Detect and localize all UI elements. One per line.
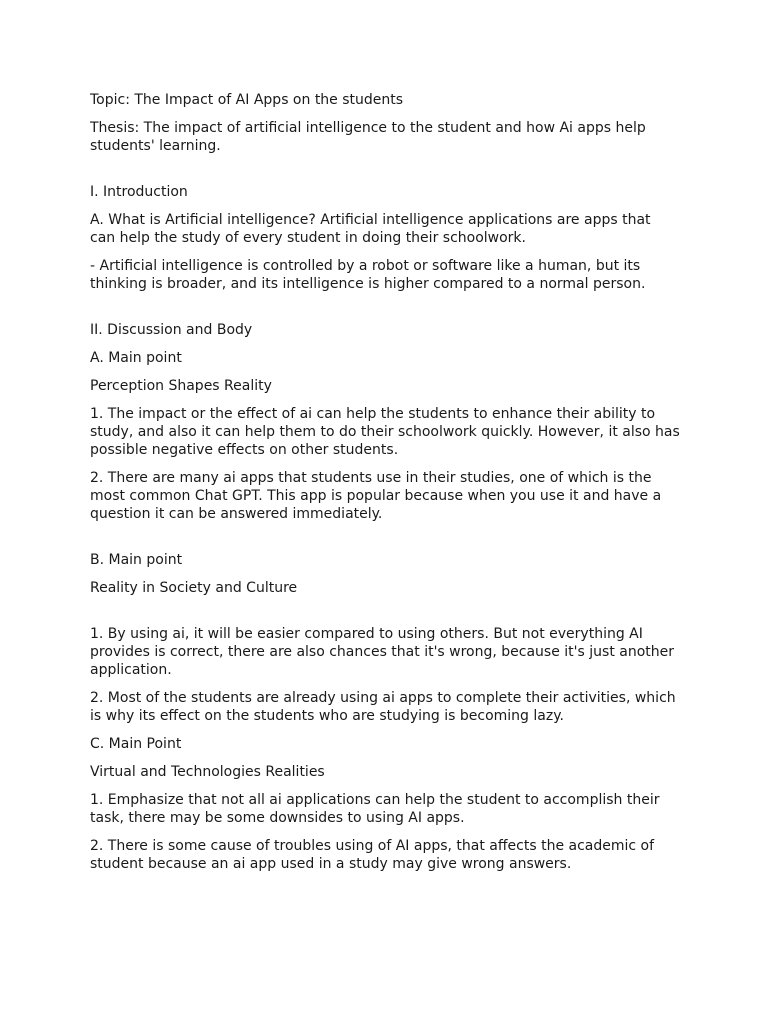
thesis-statement: Thesis: The impact of artificial intelligence to the student and how Ai apps help students' learning. (90, 120, 646, 154)
main-point-a-label: A. Main point (90, 350, 182, 366)
main-point-a-title: Perception Shapes Reality (90, 378, 272, 394)
main-point-b-label: B. Main point (90, 552, 183, 568)
main-point-b-title: Reality in Society and Culture (90, 580, 298, 596)
main-point-a-item-2: 2. There are many ai apps that students use in their studies, one of which is the most common Chat GPT. This app is popular because when you use it and have a question it can be answered immediately. (90, 470, 662, 522)
document-content (90, 91, 680, 883)
main-point-b-item-1: 1. By using ai, it will be easier compared to using others. But not everything AI provides is correct, there are also chances that it's wrong, because it's just another application. (90, 626, 675, 678)
main-point-c-item-2: 2. There is some cause of troubles using of AI apps, that affects the academic of student because an ai app used in a study may give wrong answers. (90, 838, 655, 872)
intro-point-a: A. What is Artificial intelligence? Artificial intelligence applications are apps that can help the study of every student in doing their schoolwork. (90, 212, 651, 246)
body-heading: II. Discussion and Body (90, 322, 253, 338)
main-point-b-item-2: 2. Most of the students are already using ai apps to complete their activities, which is why its effect on the students who are studying is becoming lazy. (90, 690, 676, 724)
main-point-c-title: Virtual and Technologies Realities (90, 764, 325, 780)
intro-heading: I. Introduction (90, 184, 188, 200)
intro-bullet: - Artificial intelligence is controlled by a robot or software like a human, but its thinking is broader, and its intelligence is higher compared to a normal person. (90, 258, 646, 292)
main-point-a-item-1: 1. The impact or the effect of ai can help the students to enhance their ability to study, and also it can help them to do their schoolwork quickly. However, it also has possible negative effects on other students. (90, 406, 680, 458)
main-point-c-item-1: 1. Emphasize that not all ai applications can help the student to accomplish their task, there may be some downsides to using AI apps. (90, 792, 660, 826)
topic-line: Topic: The Impact of AI Apps on the students (90, 92, 404, 108)
main-point-c-label: C. Main Point (90, 736, 182, 752)
